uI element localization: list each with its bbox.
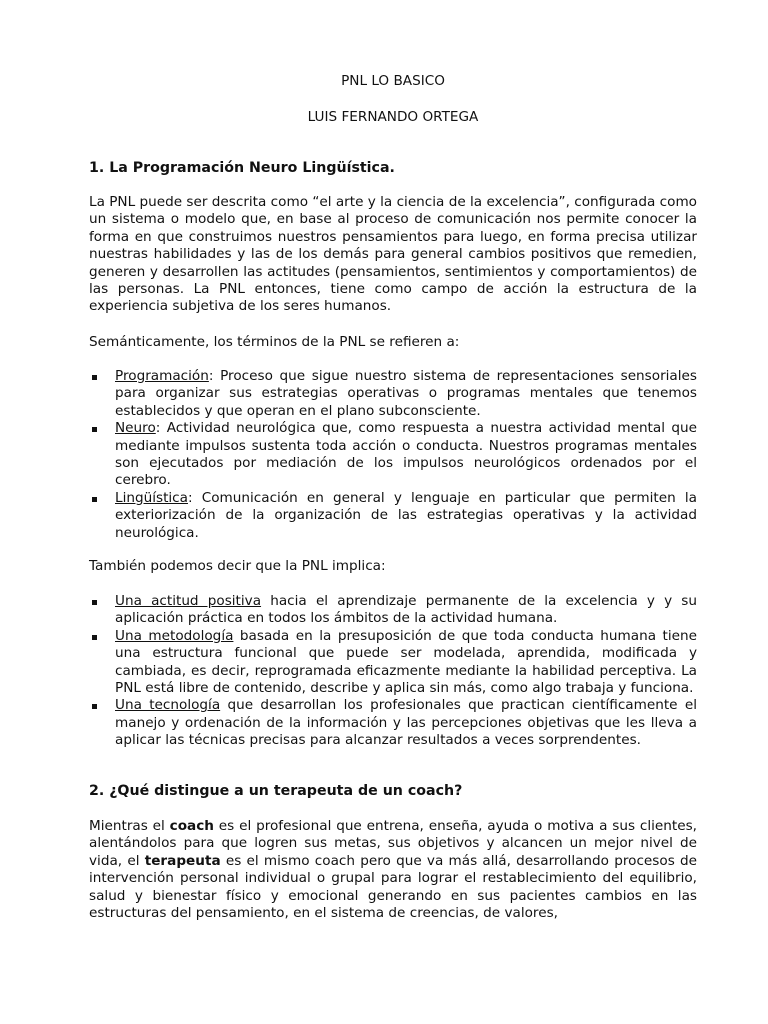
bullet-icon <box>92 497 97 502</box>
bullet-icon <box>92 427 97 432</box>
section-2-paragraph <box>89 818 697 922</box>
terapeuta-term: terapeuta <box>144 852 221 869</box>
term-description: : Comunicación en general y lenguaje en particular que permiten la exteriorización de la organización de las estrategias operativas y la actividad neurológica. <box>115 489 697 541</box>
bullet-icon <box>92 704 97 709</box>
list-item <box>89 697 697 749</box>
implies-description: que desarrollan los profesionales que practican científicamente el manejo y ordenación de la información y las percepciones objetivas que les lleva a aplicar las técnicas precisas para alcanzar resultados a veces sorprendentes. <box>115 697 697 749</box>
paragraph-text-start: Mientras el <box>89 818 170 834</box>
implies-description: hacia el aprendizaje permanente de la excelencia y y su aplicación práctica en todos los ámbitos de la actividad humana. <box>115 593 698 627</box>
paragraph-text-middle: es el profesional que entrena, enseña, ayuda o motiva a sus clientes, alentándolos para que logren sus metas, sus objetivos y alcancen un mejor nivel de vida, el <box>89 818 697 869</box>
paragraph-text-end: es el mismo coach pero que va más allá, desarrollando procesos de intervención personal individual o grupal para lograr el restablecimiento del equilibrio, salud y bienestar físico y emocional generando en sus pacientes cambios en las estructuras del pensamiento, en el sistema de creencias, de valores, <box>89 852 697 922</box>
coach-term: coach <box>169 818 214 834</box>
document-author: LUIS FERNANDO ORTEGA <box>307 109 479 125</box>
term-description: : Proceso que sigue nuestro sistema de representaciones sensoriales para organizar sus estrategias operativas o programas mentales que tenemos establecidos y que operan en el plano subconsciente. <box>115 368 697 419</box>
list-item <box>89 420 697 490</box>
list-item <box>89 490 697 542</box>
term-description: : Actividad neurológica que, como respuesta a nuestra actividad mental que mediante impulsos sustenta toda acción o conducta. Nuestros programas mentales son ejecutados por mediación de los impulsos neurológicos ordenados por el cerebro. <box>115 420 697 489</box>
terms-list <box>89 368 697 542</box>
document-title: PNL LO BASICO <box>341 73 445 89</box>
bullet-icon <box>92 635 97 640</box>
section-1-intro-paragraph: La PNL puede ser descrita como “el arte y la ciencia de la excelencia”, configurada como un sistema o modelo que, en base al proceso de comunicación nos permite conocer la forma en que construimos nuestros pensamientos para luego, en forma precisa utilizar nuestras habilidades y las de los demás para general cambios positivos que remedien, generen y desarrollen las actitudes (pensamientos, sentimientos y comportamientos) de las personas. La PNL entonces, tiene como campo de acción la estructura de la experiencia subjetiva de los seres humanos. <box>89 194 697 315</box>
list-item <box>89 593 697 628</box>
implies-list <box>89 593 697 750</box>
implies-lead-paragraph: También podemos decir que la PNL implica: <box>89 558 386 574</box>
section-1-heading: 1. La Programación Neuro Lingüística. <box>89 160 395 176</box>
term-label: Neuro <box>115 420 156 437</box>
implies-term: Una actitud positiva <box>115 593 262 609</box>
implies-description: basada en la presuposición de que toda conducta humana tiene una estructura funcional que puede ser modelada, aprendida, modificada y cambiada, es decir, reprogramada eficazmente mediante la habilidad perceptiva. La PNL está libre de contenido, describe y aplica sin más, como algo trabaja y funciona. <box>115 627 697 697</box>
bullet-icon <box>92 600 97 605</box>
semantic-lead-paragraph: Semánticamente, los términos de la PNL se refieren a: <box>89 334 460 350</box>
list-item <box>89 628 697 698</box>
bullet-icon <box>92 375 97 380</box>
section-2-heading: 2. ¿Qué distingue a un terapeuta de un coach? <box>89 783 463 799</box>
implies-term: Una metodología <box>115 627 234 644</box>
list-item <box>89 368 697 420</box>
term-label: Programación <box>115 368 209 384</box>
implies-term: Una tecnología <box>115 697 221 714</box>
term-label: Lingüística <box>115 489 188 506</box>
